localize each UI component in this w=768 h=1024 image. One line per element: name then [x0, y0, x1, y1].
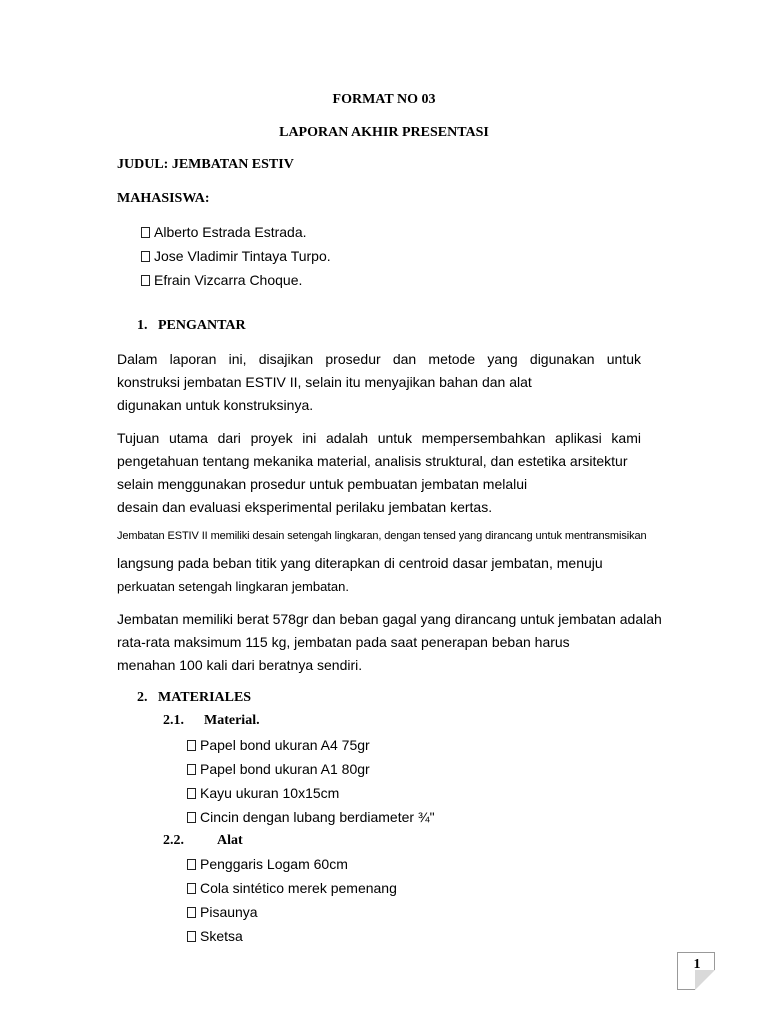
page-number: 1 — [693, 957, 701, 972]
paragraph-design — [117, 552, 641, 598]
mahasiswa-label: MAHASISWA: — [117, 191, 210, 206]
bullet-box-icon — [141, 227, 150, 238]
paragraph-line: perkuatan setengah lingkaran jembatan. — [117, 579, 349, 594]
student-name: Alberto Estrada Estrada. — [154, 224, 307, 240]
bullet-box-icon — [187, 931, 196, 942]
paragraph-line: rata-rata maksimum 115 kg, jembatan pada saat penerapan beban harus — [117, 634, 570, 650]
page-number-box — [677, 952, 715, 990]
student-name: Jose Vladimir Tintaya Turpo. — [154, 248, 331, 264]
section-heading-materiales: 2. MATERIALES — [137, 690, 252, 705]
subsection-number: 2.1. — [163, 713, 184, 728]
paragraph-line: Jembatan memiliki berat 578gr dan beban gagal yang dirancang untuk jembatan adalah — [117, 611, 662, 627]
material-item — [187, 785, 339, 801]
section-heading-pengantar: 1. PENGANTAR — [137, 318, 246, 333]
bullet-box-icon — [187, 764, 196, 775]
paragraph-weight — [117, 608, 677, 677]
tool-label: Pisaunya — [200, 904, 258, 920]
tool-label: Penggaris Logam 60cm — [200, 856, 348, 872]
material-label: Papel bond ukuran A1 80gr — [200, 761, 370, 777]
student-item — [141, 248, 331, 264]
material-item — [187, 761, 370, 777]
paragraph-line: Tujuan utama dari proyek ini adalah untuk mempersembahkan aplikasi kami — [117, 430, 641, 446]
paragraph-line: menahan 100 kali dari beratnya sendiri. — [117, 657, 363, 673]
tool-item — [187, 904, 258, 920]
paragraph-line: digunakan untuk konstruksinya. — [117, 397, 314, 413]
bullet-box-icon — [187, 740, 196, 751]
bullet-box-icon — [187, 907, 196, 918]
paragraph-design-line: Jembatan ESTIV II memiliki desain setengah lingkaran, dengan tensed yang dirancang untuk mentransmisikan — [117, 530, 647, 542]
material-label: Kayu ukuran 10x15cm — [200, 785, 340, 801]
format-number: FORMAT NO 03 — [332, 92, 436, 107]
document-judul: JUDUL: JEMBATAN ESTIV — [117, 157, 294, 172]
material-item — [187, 809, 435, 825]
material-label: Cincin dengan lubang berdiameter ¾" — [200, 809, 435, 825]
tool-item — [187, 928, 243, 944]
subsection-number: 2.2. — [163, 833, 184, 848]
subsection-heading-material: Material. — [204, 713, 260, 728]
document-title: LAPORAN AKHIR PRESENTASI — [279, 125, 489, 140]
paragraph-line: selain menggunakan prosedur untuk pembuatan jembatan melalui — [117, 476, 528, 492]
material-item — [187, 737, 370, 753]
paragraph-line: pengetahuan tentang mekanika material, analisis struktural, dan estetika arsitektur — [117, 453, 628, 469]
tool-label: Cola sintético merek pemenang — [200, 880, 397, 896]
bullet-box-icon — [187, 883, 196, 894]
paragraph-line: konstruksi jembatan ESTIV II, selain itu menyajikan bahan dan alat — [117, 374, 532, 390]
bullet-box-icon — [187, 859, 196, 870]
material-label: Papel bond ukuran A4 75gr — [200, 737, 370, 753]
paragraph-intro — [117, 348, 641, 417]
paragraph-line: Dalam laporan ini, disajikan prosedur dan metode yang digunakan untuk — [117, 351, 641, 367]
subsection-heading-alat: Alat — [217, 833, 243, 848]
bullet-box-icon — [141, 275, 150, 286]
bullet-box-icon — [141, 251, 150, 262]
bullet-box-icon — [187, 788, 196, 799]
bullet-box-icon — [187, 812, 196, 823]
page-fold-icon — [695, 970, 715, 990]
student-item — [141, 224, 307, 240]
tool-item — [187, 856, 348, 872]
paragraph-objective — [117, 427, 641, 519]
tool-item — [187, 880, 397, 896]
student-name: Efrain Vizcarra Choque. — [154, 272, 303, 288]
paragraph-line: desain dan evaluasi eksperimental perilaku jembatan kertas. — [117, 499, 493, 515]
paragraph-line: langsung pada beban titik yang diterapkan di centroid dasar jembatan, menuju — [117, 555, 603, 571]
student-item — [141, 272, 302, 288]
tool-label: Sketsa — [200, 928, 243, 944]
